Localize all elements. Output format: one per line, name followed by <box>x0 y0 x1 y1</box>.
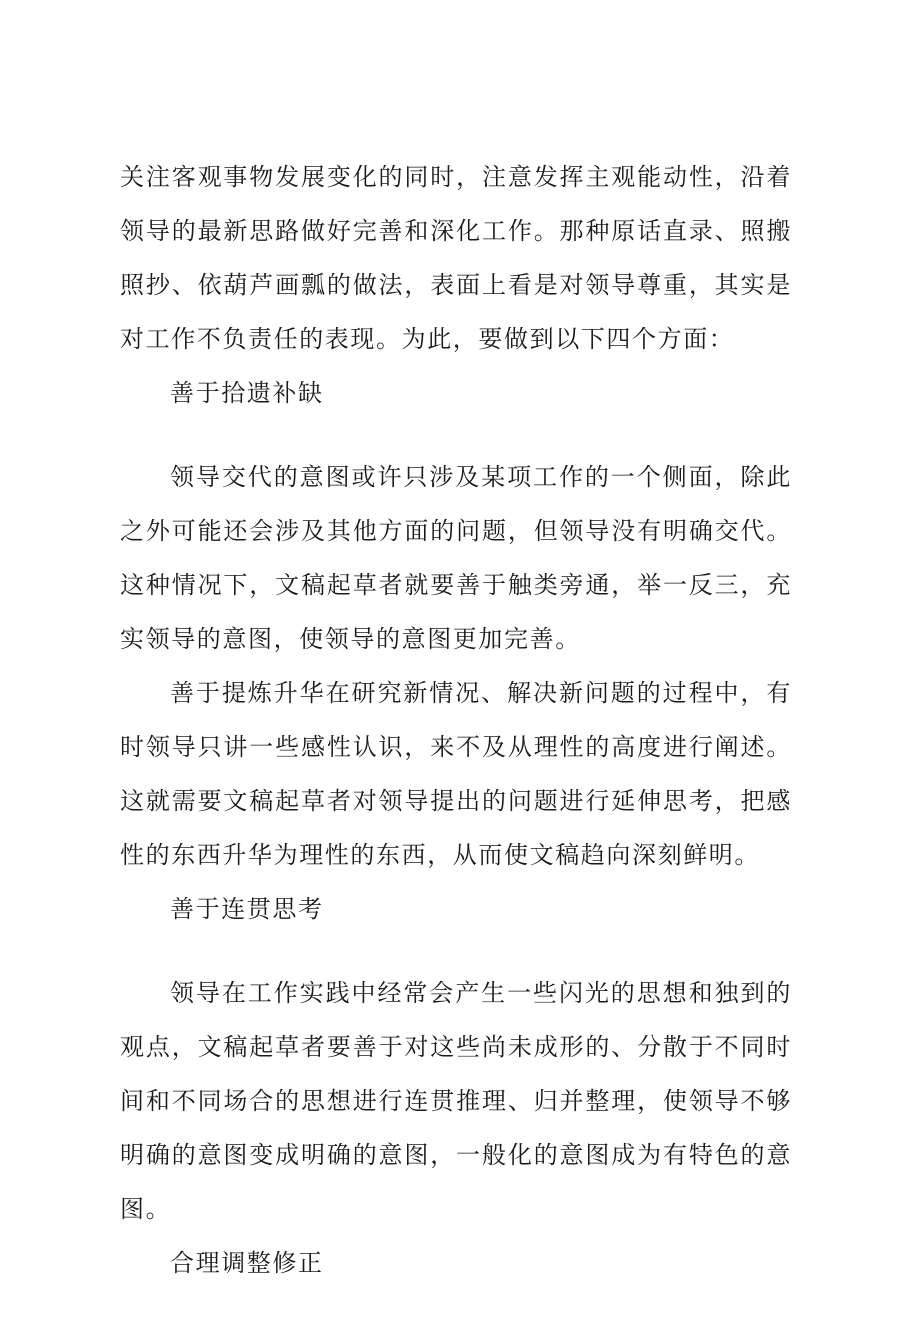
section-heading-adjust-revise: 合理调整修正 <box>170 1249 324 1277</box>
paragraph-intro: 关注客观事物发展变化的同时，注意发挥主观能动性，沿着领导的最新思路做好完善和深化工作。那种原话直录、照搬照抄、依葫芦画瓢的做法，表面上看是对领导尊重，其实是对工作不负责任的表现。为此，要做到以下四个方面： <box>120 163 792 353</box>
section-heading-fill-gaps: 善于拾遗补缺 <box>170 379 324 407</box>
document-body <box>120 150 792 1320</box>
paragraph-refine-sublimate: 善于提炼升华在研究新情况、解决新问题的过程中，有时领导只讲一些感性认识，来不及从理性的高度进行阐述。这就需要文稿起草者对领导提出的问题进行延伸思考，把感性的东西升华为理性的东西，从而使文稿趋向深刻鲜明。 <box>120 679 792 869</box>
section-heading-coherent-thinking: 善于连贯思考 <box>170 895 324 923</box>
paragraph-coherent-thinking: 领导在工作实践中经常会产生一些闪光的思想和独到的观点，文稿起草者要善于对这些尚未成形的、分散于不同时间和不同场合的思想进行连贯推理、归并整理，使领导不够明确的意图变成明确的意图，一般化的意图成为有特色的意图。 <box>120 979 792 1223</box>
paragraph-fill-gaps: 领导交代的意图或许只涉及某项工作的一个侧面，除此之外可能还会涉及其他方面的问题，但领导没有明确交代。这种情况下，文稿起草者就要善于触类旁通，举一反三，充实领导的意图，使领导的意图更加完善。 <box>120 463 792 653</box>
